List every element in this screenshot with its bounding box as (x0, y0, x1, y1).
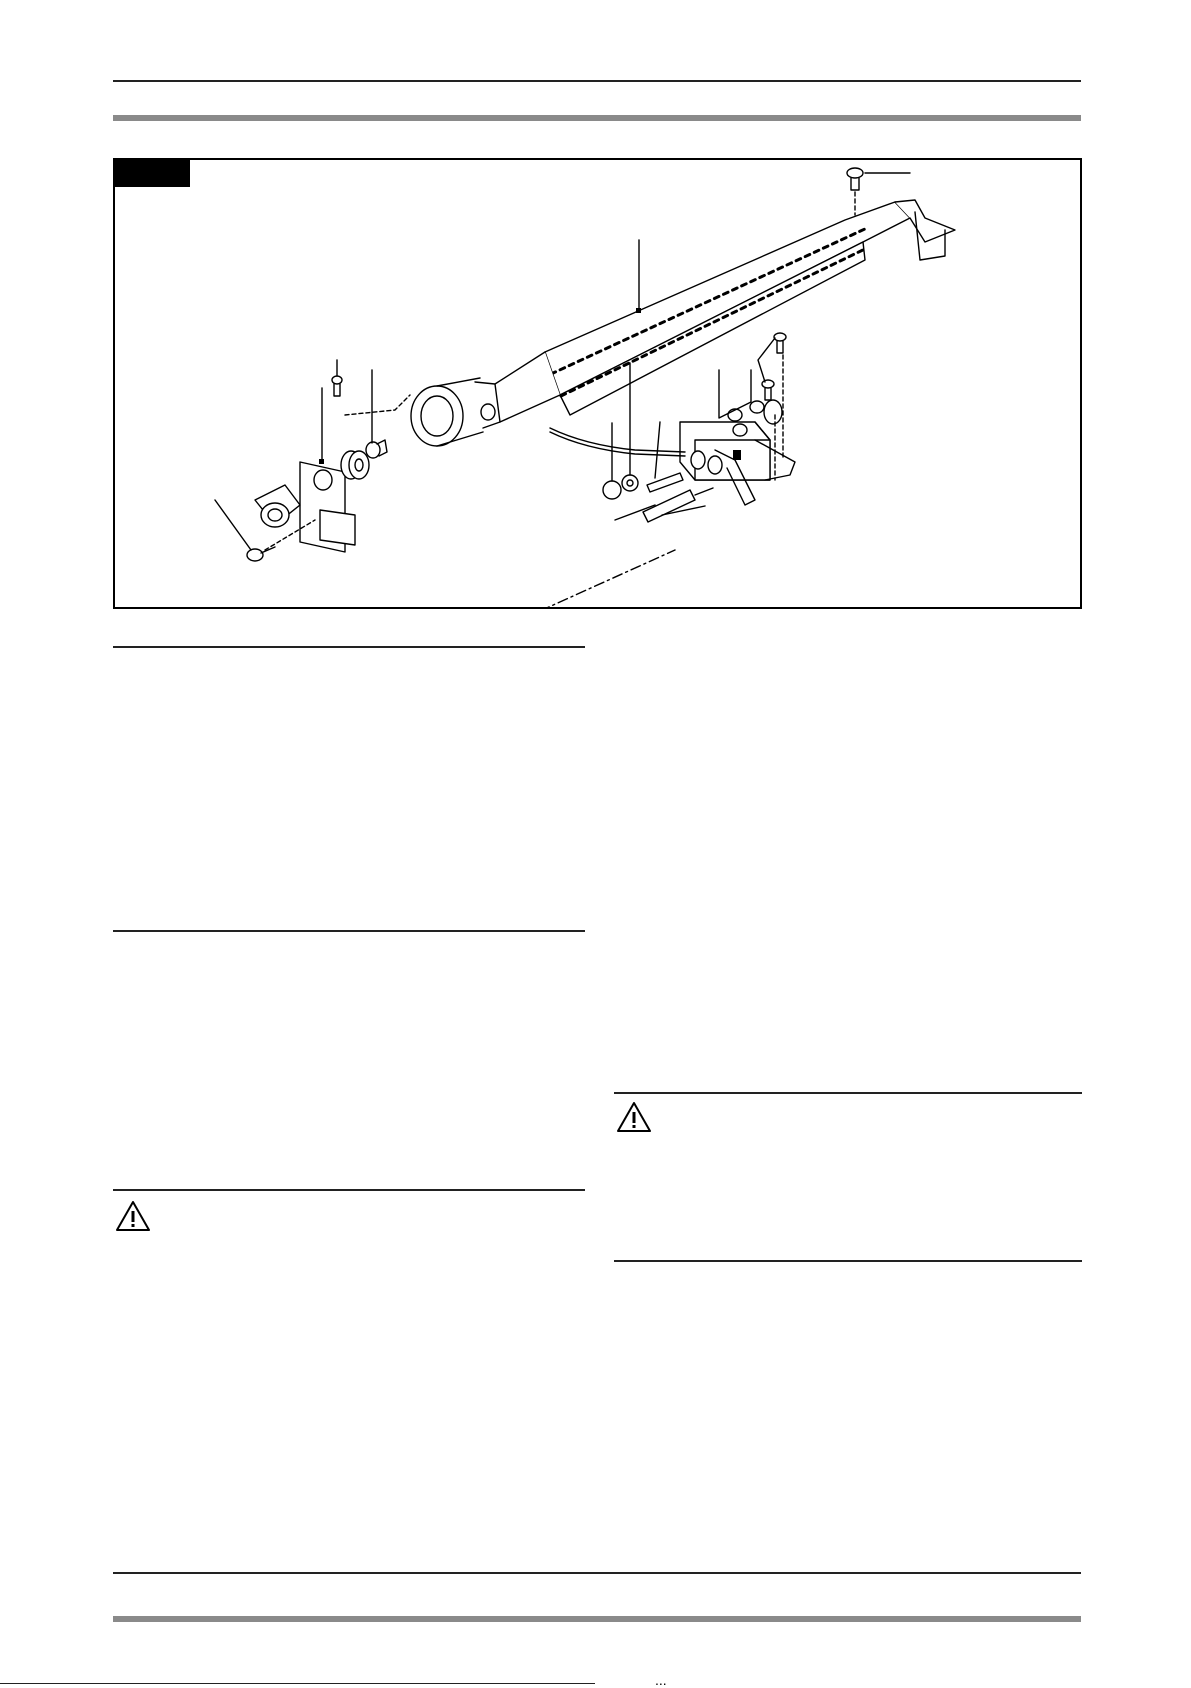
header-rule (113, 80, 1081, 82)
injector-nut (341, 451, 369, 479)
elbow-fitting (255, 485, 300, 527)
section-rule-left-2 (113, 930, 585, 932)
section-rule-right-2 (614, 1260, 1082, 1262)
section-rule-left-1 (113, 646, 585, 648)
burner-assembly-drawing (115, 160, 1082, 609)
injector-jet (345, 370, 410, 458)
warning-triangle-icon (115, 1200, 151, 1232)
footer-band (113, 1616, 1081, 1622)
thermocouple-probe (615, 488, 713, 522)
thermocouple-connector (647, 422, 683, 492)
bottom-crop-rule (0, 1683, 595, 1684)
footer-mark: ... (655, 1672, 667, 1688)
centerline (540, 550, 675, 609)
section-rule-right-1 (614, 1092, 1082, 1094)
small-screw (332, 360, 342, 396)
warning-triangle-icon (616, 1101, 652, 1133)
footer-rule (113, 1572, 1081, 1574)
gas-valve-body (680, 400, 795, 505)
burner-tube (411, 200, 955, 446)
thermocouple-nut (603, 423, 621, 499)
exploded-view-figure (113, 158, 1082, 609)
section-rule-left-3 (113, 1189, 585, 1191)
header-band (113, 115, 1081, 121)
